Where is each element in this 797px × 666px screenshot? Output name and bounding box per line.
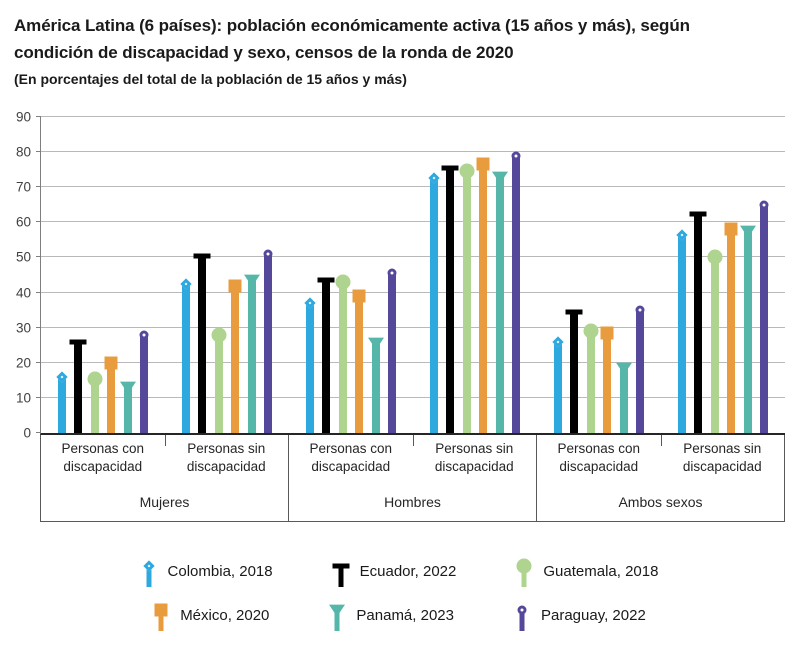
legend-label: Paraguay, 2022	[540, 607, 646, 624]
lollipop-bar	[215, 335, 223, 433]
lollipop-bar	[587, 331, 595, 433]
square-marker-icon	[353, 290, 366, 303]
lollipop-bar	[512, 156, 520, 433]
legend-item	[151, 600, 269, 631]
tee-marker-icon	[442, 165, 459, 170]
plot-subgroup	[661, 117, 785, 433]
triangle-down-marker-icon	[368, 338, 384, 350]
plot-subgroup	[537, 117, 661, 433]
plot-group	[41, 117, 289, 433]
diamond-open-marker-icon	[552, 336, 563, 347]
lollipop-bar	[182, 284, 190, 433]
square-marker-icon	[155, 604, 168, 617]
legend-glyph	[514, 556, 534, 587]
circle-marker-icon	[707, 250, 722, 265]
category-axis	[40, 435, 785, 522]
lollipop-bar	[107, 363, 115, 433]
chart-title-line1: América Latina (6 países): población económicamente activa (15 años y más), según	[14, 16, 690, 35]
subcategory-label: Personas sin discapacidad	[682, 441, 762, 474]
circle-open-marker-icon	[264, 249, 273, 258]
legend-label: Colombia, 2018	[167, 563, 273, 580]
legend	[0, 556, 797, 631]
lollipop-bar	[636, 310, 644, 433]
legend-label: Panamá, 2023	[356, 607, 454, 624]
legend-glyph	[151, 600, 171, 631]
lollipop-bar	[603, 333, 611, 433]
lollipop-bar	[479, 164, 487, 433]
tee-marker-icon	[194, 253, 211, 258]
legend-glyph	[331, 556, 351, 587]
y-axis-tick-label: 80	[15, 144, 31, 160]
y-axis-tick-label: 10	[15, 390, 31, 406]
diamond-open-marker-icon	[143, 560, 154, 571]
lollipop-bar	[446, 168, 454, 433]
tee-marker-icon	[566, 309, 583, 314]
subcategory-label: Personas con discapacidad	[557, 441, 641, 474]
subcategory-tick	[413, 435, 414, 446]
lollipop-bar	[322, 280, 330, 433]
lollipop-bar	[339, 282, 347, 433]
category-group-label: Hombres	[384, 494, 441, 510]
square-marker-icon	[105, 356, 118, 369]
subcategory-tick	[661, 435, 662, 446]
circle-open-marker-icon	[512, 151, 521, 160]
triangle-down-marker-icon	[329, 605, 345, 617]
circle-open-marker-icon	[760, 200, 769, 209]
plot-subgroup	[41, 117, 165, 433]
subcategory-label: Personas sin discapacidad	[186, 441, 266, 474]
tee-marker-icon	[70, 339, 87, 344]
y-axis-tick-label: 30	[15, 320, 31, 336]
y-axis-tick-label: 70	[15, 179, 31, 195]
legend-label: Ecuador, 2022	[359, 563, 457, 580]
lollipop-bar	[388, 273, 396, 433]
chart-subtitle: (En porcentajes del total de la población de 15 años y más)	[14, 71, 407, 87]
square-marker-icon	[229, 279, 242, 292]
diamond-open-marker-icon	[676, 229, 687, 240]
legend-bar	[338, 566, 343, 587]
lollipop-bar	[58, 377, 66, 433]
circle-open-marker-icon	[388, 269, 397, 278]
circle-open-marker-icon	[636, 306, 645, 315]
subcategory-row	[289, 435, 536, 492]
triangle-down-marker-icon	[244, 275, 260, 287]
subcategory-row	[41, 435, 288, 492]
plot-subgroup	[413, 117, 537, 433]
triangle-down-marker-icon	[120, 382, 136, 394]
circle-marker-icon	[583, 324, 598, 339]
legend-glyph	[327, 600, 347, 631]
lollipop-bar	[140, 335, 148, 433]
chart-title-line2: condición de discapacidad y sexo, censos de la ronda de 2020	[14, 43, 514, 62]
y-axis-tick-label: 40	[15, 285, 31, 301]
legend-item	[331, 556, 457, 587]
circle-open-marker-icon	[140, 330, 149, 339]
tee-marker-icon	[332, 564, 349, 569]
diamond-open-marker-icon	[304, 297, 315, 308]
chart-area	[15, 109, 785, 522]
category-group-label: Ambos sexos	[618, 494, 703, 510]
y-axis-tick-label: 20	[15, 355, 31, 371]
y-axis	[1, 109, 41, 441]
tee-marker-icon	[318, 278, 335, 283]
legend-glyph	[512, 600, 532, 631]
lollipop-bar	[463, 171, 471, 433]
lollipop-bar	[355, 296, 363, 433]
plot-group	[537, 117, 785, 433]
subcategory-row	[537, 435, 784, 492]
circle-open-marker-icon	[517, 606, 526, 615]
diamond-open-marker-icon	[56, 371, 67, 382]
legend-label: México, 2020	[180, 607, 270, 624]
legend-item	[139, 556, 273, 587]
lollipop-bar	[744, 231, 752, 433]
circle-marker-icon	[211, 327, 226, 342]
lollipop-bar	[620, 368, 628, 433]
subcategory-label: Personas con discapacidad	[61, 441, 145, 474]
legend-item	[514, 556, 658, 587]
square-marker-icon	[477, 158, 490, 171]
chart-header	[0, 0, 797, 90]
lollipop-bar	[711, 257, 719, 433]
square-marker-icon	[601, 326, 614, 339]
lollipop-bar	[678, 235, 686, 433]
lollipop-bar	[124, 387, 132, 433]
lollipop-bar	[496, 177, 504, 433]
legend-row	[151, 600, 646, 631]
circle-marker-icon	[335, 275, 350, 290]
subcategory-label: Personas sin discapacidad	[434, 441, 514, 474]
triangle-down-marker-icon	[492, 171, 508, 183]
legend-label: Guatemala, 2018	[543, 563, 659, 580]
lollipop-bar	[760, 205, 768, 433]
plot-subgroup	[165, 117, 289, 433]
lollipop-bar	[91, 379, 99, 433]
circle-marker-icon	[459, 164, 474, 179]
lollipop-bar	[430, 178, 438, 433]
square-marker-icon	[725, 223, 738, 236]
circle-marker-icon	[517, 559, 532, 574]
y-axis-tick-label: 90	[15, 109, 31, 125]
lollipop-bar	[372, 343, 380, 433]
lollipop-bar	[248, 280, 256, 433]
tee-marker-icon	[690, 211, 707, 216]
lollipop-bar	[264, 254, 272, 433]
lollipop-bar	[694, 214, 702, 433]
triangle-down-marker-icon	[616, 363, 632, 375]
category-group	[40, 435, 288, 521]
triangle-down-marker-icon	[740, 226, 756, 238]
subcategory-label: Personas con discapacidad	[309, 441, 393, 474]
diamond-open-marker-icon	[180, 278, 191, 289]
category-group-label: Mujeres	[139, 494, 190, 510]
y-axis-tick-label: 0	[23, 425, 31, 441]
diamond-open-marker-icon	[428, 173, 439, 184]
y-axis-tick-label: 50	[15, 249, 31, 265]
lollipop-bar	[570, 312, 578, 433]
lollipop-bar	[306, 303, 314, 433]
y-axis-tick-label: 60	[15, 214, 31, 230]
lollipop-bar	[554, 342, 562, 433]
legend-item	[327, 600, 454, 631]
plot-subgroup	[289, 117, 413, 433]
plot-area	[15, 109, 785, 441]
circle-marker-icon	[87, 371, 102, 386]
subcategory-tick	[165, 435, 166, 446]
lollipop-bar	[74, 342, 82, 433]
category-group	[536, 435, 785, 521]
category-group	[288, 435, 536, 521]
legend-item	[512, 600, 646, 631]
legend-glyph	[139, 556, 159, 587]
lollipop-bar	[231, 286, 239, 433]
lollipop-bar	[198, 256, 206, 433]
plot-group	[289, 117, 537, 433]
lollipop-bar	[727, 229, 735, 433]
legend-row	[139, 556, 659, 587]
